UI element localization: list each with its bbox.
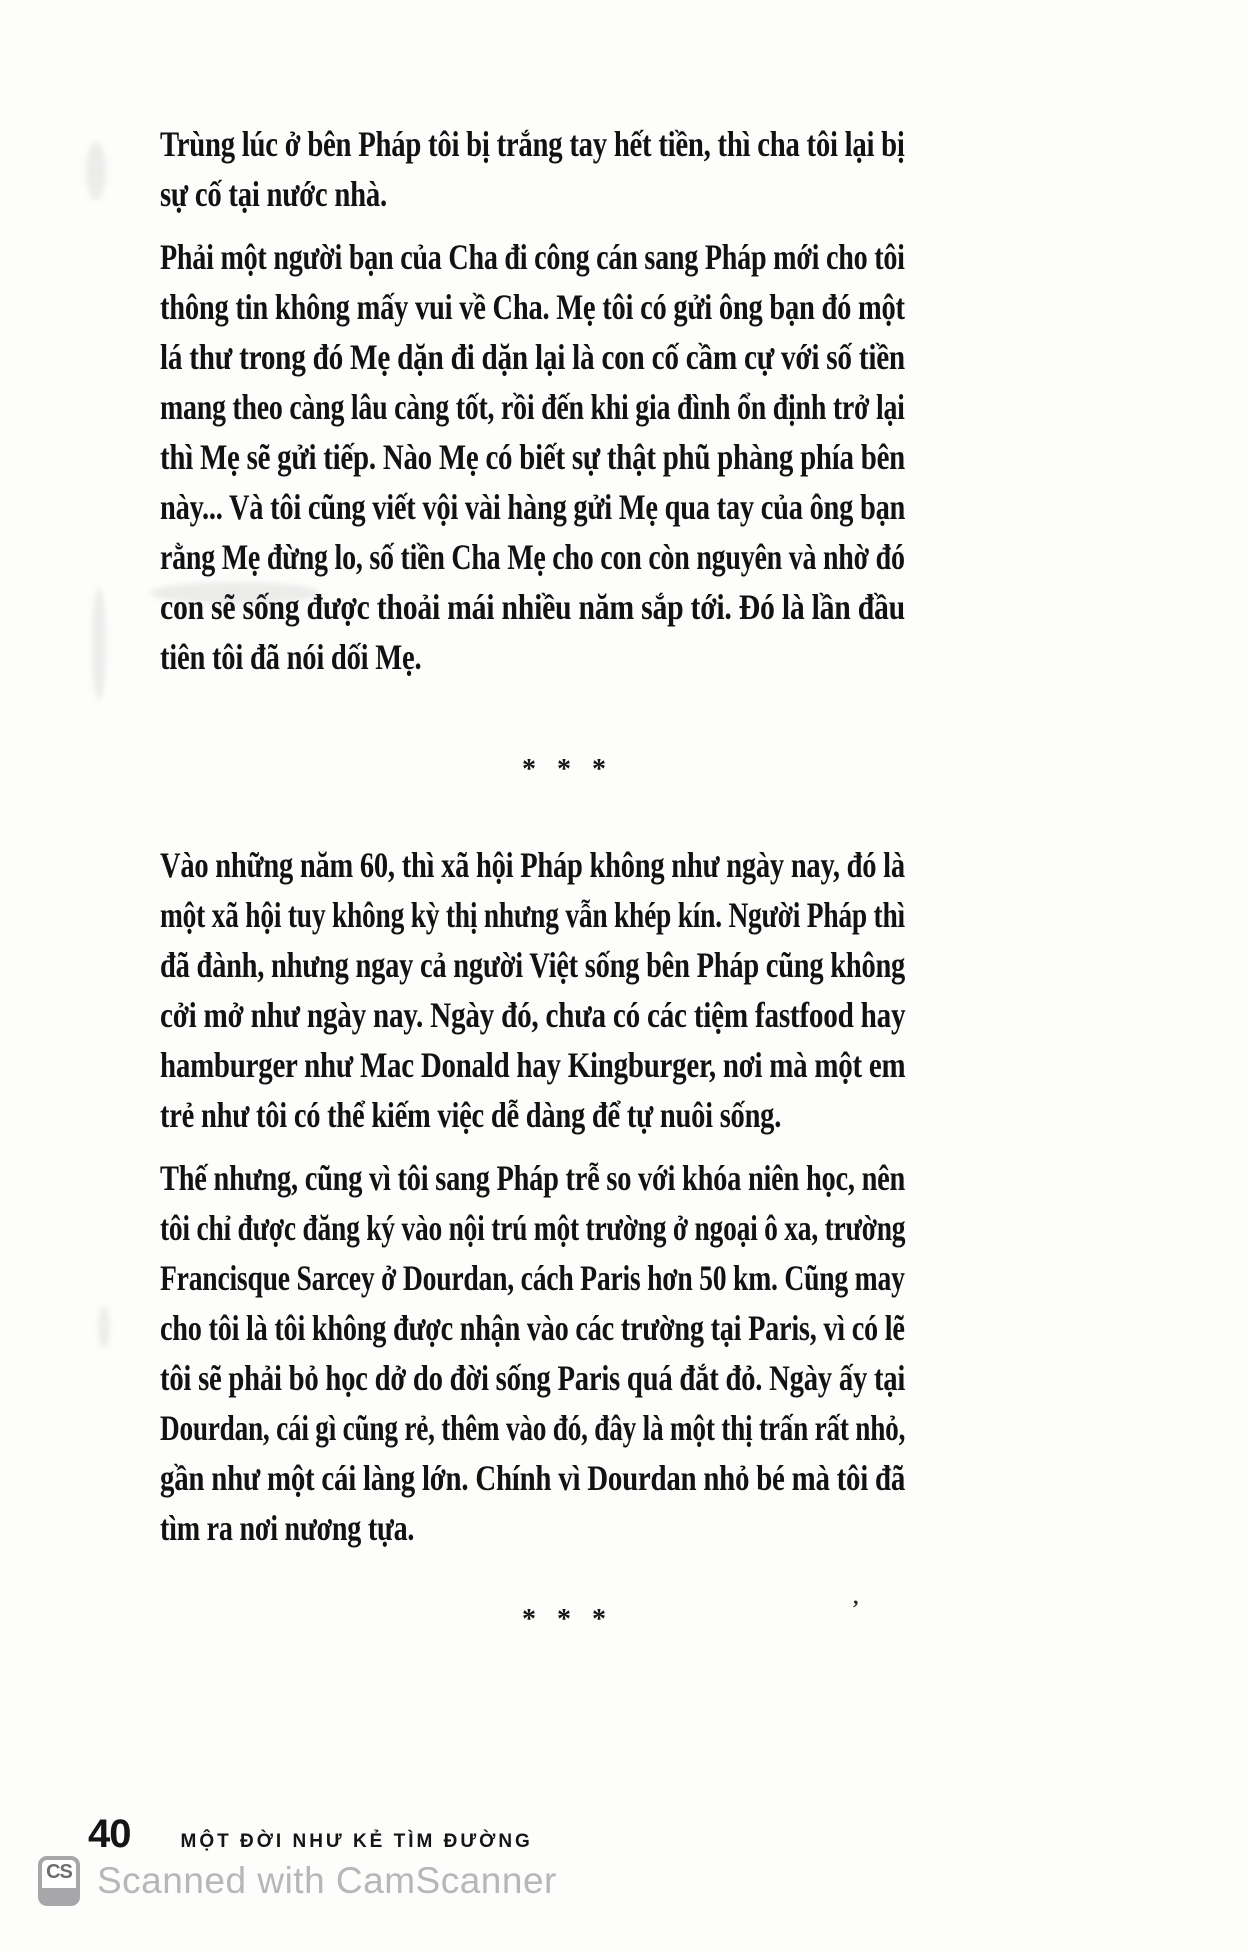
paragraph <box>160 1153 905 1553</box>
text-line: Thế nhưng, cũng vì tôi sang Pháp trễ so với khóa niên học, nên <box>160 1158 906 1198</box>
camscanner-watermark <box>38 1856 557 1906</box>
text-line-row <box>160 1403 905 1453</box>
camscanner-logo-letters: CS <box>46 1861 72 1883</box>
text-line: một xã hội tuy không kỳ thị nhưng vẫn khép kín. Người Pháp thì <box>160 895 905 935</box>
text-line-row <box>160 382 905 432</box>
text-line: tìm ra nơi nương tựa. <box>160 1508 415 1548</box>
text-line: tôi chỉ được đăng ký vào nội trú một trường ở ngoại ô xa, trường <box>160 1208 906 1248</box>
text-line-row <box>160 940 905 990</box>
text-line-row <box>160 482 905 532</box>
page-text <box>160 119 905 1638</box>
running-title: MỘT ĐỜI NHƯ KẺ TÌM ĐƯỜNG <box>180 1831 533 1852</box>
text-line-row <box>160 119 905 169</box>
text-line-row <box>160 432 905 482</box>
text-line: sự cố tại nước nhà. <box>160 174 387 214</box>
paragraph <box>160 232 905 682</box>
text-line-row <box>160 1253 905 1303</box>
text-line-row <box>160 332 905 382</box>
text-line-row <box>160 1153 905 1203</box>
text-line-row <box>160 232 905 282</box>
text-line: lá thư trong đó Mẹ dặn đi dặn lại là con cố cầm cự với số tiền <box>160 337 905 377</box>
text-line-row <box>160 890 905 940</box>
text-line-row <box>160 1503 905 1553</box>
scan-speck-artifact: , <box>853 1584 859 1609</box>
text-line-row <box>160 1040 905 1090</box>
text-line: gần như một cái làng lớn. Chính vì Dourdan nhỏ bé mà tôi đã <box>160 1458 906 1498</box>
text-line: Dourdan, cái gì cũng rẻ, thêm vào đó, đây là một thị trấn rất nhỏ, <box>160 1408 906 1448</box>
camscanner-logo-icon <box>38 1856 80 1906</box>
text-line-row <box>160 1453 905 1503</box>
text-line-row <box>160 169 905 219</box>
text-line: tiên tôi đã nói dối Mẹ. <box>160 637 422 677</box>
text-line-row <box>160 990 905 1040</box>
text-line: Phải một người bạn của Cha đi công cán sang Pháp mới cho tôi <box>160 237 905 277</box>
text-line: đã đành, nhưng ngay cả người Việt sống bên Pháp cũng không <box>160 945 906 985</box>
paragraph <box>160 119 905 219</box>
scan-smudge-artifact <box>98 1306 110 1348</box>
text-line: mang theo càng lâu càng tốt, rồi đến khi gia đình ổn định trở lại <box>160 387 905 427</box>
paragraph <box>160 840 905 1140</box>
text-line: Vào những năm 60, thì xã hội Pháp không như ngày nay, đó là <box>160 845 905 885</box>
text-line: hamburger như Mac Donald hay Kingburger, nơi mà một em <box>160 1045 906 1085</box>
scan-smudge-artifact <box>150 582 320 604</box>
text-line: rằng Mẹ đừng lo, số tiền Cha Mẹ cho con còn nguyên và nhờ đó <box>160 537 905 577</box>
section-separator: * * * <box>522 754 613 785</box>
text-line: thông tin không mấy vui về Cha. Mẹ tôi có gửi ông bạn đó một <box>160 287 905 327</box>
text-line-row <box>160 282 905 332</box>
text-line-row <box>160 1303 905 1353</box>
watermark-label: Scanned with CamScanner <box>97 1860 557 1901</box>
text-line: cởi mở như ngày nay. Ngày đó, chưa có các tiệm fastfood hay <box>160 995 906 1035</box>
scan-smudge-artifact <box>92 588 106 700</box>
text-line: Francisque Sarcey ở Dourdan, cách Paris hơn 50 km. Cũng may <box>160 1258 905 1298</box>
text-line: này... Và tôi cũng viết vội vài hàng gửi Mẹ qua tay của ông bạn <box>160 487 906 527</box>
text-line: cho tôi là tôi không được nhận vào các trường tại Paris, vì có lẽ <box>160 1308 905 1348</box>
text-line: Trùng lúc ở bên Pháp tôi bị trắng tay hết tiền, thì cha tôi lại bị <box>160 124 905 164</box>
page-footer <box>88 1812 533 1857</box>
text-line-row <box>160 1090 905 1140</box>
text-line-row <box>160 840 905 890</box>
text-line-row <box>160 1353 905 1403</box>
text-line-row <box>160 532 905 582</box>
text-line-row <box>160 1203 905 1253</box>
scan-smudge-artifact <box>86 142 106 200</box>
camscanner-logo-strip <box>41 1888 77 1903</box>
text-line: con sẽ sống được thoải mái nhiều năm sắp tới. Đó là lần đầu <box>160 587 905 627</box>
text-line: tôi sẽ phải bỏ học dở do đời sống Paris quá đắt đỏ. Ngày ấy tại <box>160 1358 906 1398</box>
section-separator: * * * <box>522 1604 613 1635</box>
text-line: trẻ như tôi có thể kiếm việc dễ dàng để tự nuôi sống. <box>160 1095 782 1135</box>
text-line: thì Mẹ sẽ gửi tiếp. Nào Mẹ có biết sự thật phũ phàng phía bên <box>160 437 905 477</box>
page-number: 40 <box>88 1812 131 1856</box>
text-line-row <box>160 632 905 682</box>
